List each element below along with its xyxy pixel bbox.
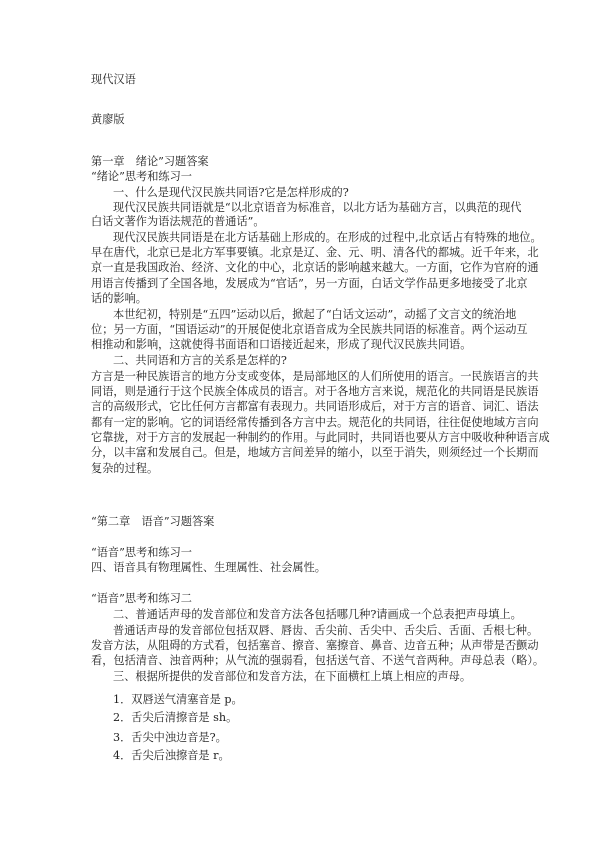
question-2: 二、共同语和方言的关系是怎样的?: [113, 354, 287, 367]
answer-1-paragraph-2-line: 早在唐代，北京已是北方军事要镇。北京是辽、金、元、明、清各代的都城。近千年来，北: [91, 246, 539, 259]
question-1: 一、什么是现代汉民族共同语?它是怎样形成的?: [113, 186, 349, 199]
answer-1-paragraph-3-line: 相推动和影响，这就使得书面语和口语接近起来，形成了现代汉民族共同语。: [91, 338, 472, 351]
answer-1-paragraph-1-line: 白话文著作为语法规范的普通话”。: [91, 215, 265, 228]
answer-2-line: 同语，则是通行于这个民族全体成员的语言。对于各地方言来说，规范化的共同语是民族语: [91, 385, 539, 398]
chapter-2-section-1-answer: 四、语音具有物理属性、生理属性、社会属性。: [91, 561, 326, 574]
chapter-2-question-2: 二、普通话声母的发音部位和发音方法各包括哪几种?请画成一个总表把声母填上。: [113, 608, 522, 621]
chapter-2-answer-2-line: 发音方法，从阻碍的方式看，包括塞音、擦音、塞擦音、鼻音、边音五种；从声带是否颤动: [91, 639, 539, 652]
answer-2-line: 分，以丰富和发展自己。但是，地域方言间差异的缩小，以至于消失，则须经过一个长期而: [91, 446, 539, 459]
answer-2-line: 复杂的过程。: [91, 462, 159, 475]
answer-1-paragraph-2-line: 京一直是我国政治、经济、文化的中心，北京话的影响越来越大。一方面，它作为官府的通: [91, 261, 539, 274]
chapter-2-heading: “第二章 语音”习题答案: [91, 515, 215, 528]
edition-label: 黄廖版: [91, 113, 125, 126]
answer-2-line: 言的高级形式，它比任何方言都富有表现力。共同语形成后，对于方言的语音、词汇、语法: [91, 400, 539, 413]
chapter-1-heading: 第一章 绪论”习题答案: [91, 155, 209, 168]
answer-1-paragraph-1-line: 现代汉民族共同语就是“以北京语音为标准音，以北方话为基础方言，以典范的现代: [113, 201, 522, 214]
answer-1-paragraph-2-line: 现代汉民族共同语是在北方话基础上形成的。在形成的过程中,北京话占有特殊的地位。: [113, 231, 542, 244]
exercise-item: 2．舌尖后清擦音是 sh。: [113, 711, 238, 724]
chapter-2-question-3: 三、根据所提供的发音部位和发音方法，在下面横杠上填上相应的声母。: [113, 670, 472, 683]
answer-2-line: 都有一定的影响。它的词语经常传播到各方言中去。规范化的共同语，往往促使地域方言向: [91, 416, 539, 429]
exercise-item: 1．双唇送气清塞音是 p。: [113, 693, 243, 706]
exercise-item: 4．舌尖后浊擦音是 r。: [113, 749, 230, 762]
chapter-1-section-heading: “绪论”思考和练习一: [91, 170, 192, 183]
chapter-2-section-2-heading: “语音”思考和练习二: [91, 592, 192, 605]
chapter-2-answer-2-line: 看，包括清音、浊音两种；从气流的强弱看，包括送气音、不送气音两种。声母总表（略）。: [91, 654, 545, 667]
answer-1-paragraph-2-line: 话的影响。: [91, 292, 147, 305]
answer-1-paragraph-3-line: 本世纪初，特别是“五四”运动以后，掀起了“白话文运动”，动摇了文言文的统治地: [113, 308, 517, 321]
exercise-item: 3．舌尖中浊边音是?。: [113, 731, 227, 744]
answer-2-line: 方言是一种民族语言的地方分支或变体，是局部地区的人们所使用的语言。一民族语言的共: [91, 370, 539, 383]
document-title: 现代汉语: [91, 73, 136, 86]
answer-1-paragraph-2-line: 用语言传播到了全国各地，发展成为“官话”，另一方面，白话文学作品更多地接受了北京: [91, 277, 528, 290]
answer-2-line: 它靠拢，对于方言的发展起一种制约的作用。与此同时，共同语也要从方言中吸收种种语言成: [91, 431, 550, 444]
answer-1-paragraph-3-line: 位；另一方面，“国语运动”的开展促使北京语音成为全民族共同语的标准音。两个运动互: [91, 323, 528, 336]
chapter-2-section-1-heading: “语音”思考和练习一: [91, 546, 192, 559]
chapter-2-answer-2-line: 普通话声母的发音部位包括双唇、唇齿、舌尖前、舌尖中、舌尖后、舌面、舌根七种。: [113, 624, 539, 637]
